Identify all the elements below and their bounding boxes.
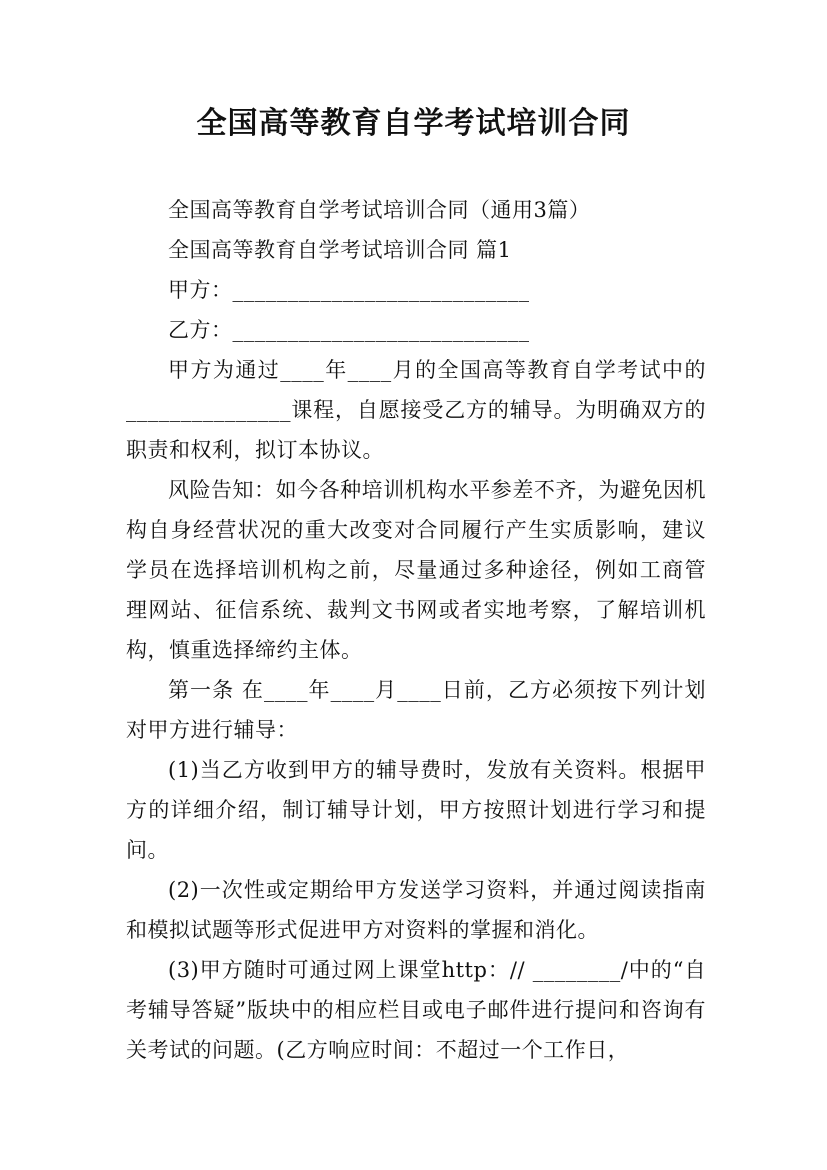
intro-paragraph: 甲方为通过____年____月的全国高等教育自学考试中的_______________课程，自愿接受乙方的辅导。为明确双方的职责和权利，拟订本协议。 [126,358,706,462]
clause-2-paragraph: (2)一次性或定期给甲方发送学习资料，并通过阅读指南和模拟试题等形式促进甲方对资料的掌握和消化。 [126,878,706,942]
clause-3-paragraph: (3)甲方随时可通过网上课堂http：// ________/中的“自考辅导答疑”版块中的相应栏目或电子邮件进行提问和咨询有关考试的问题。(乙方响应时间：不超过一个工作日， [126,958,706,1062]
article-one-paragraph: 第一条 在____年____月____日前，乙方必须按下列计划对甲方进行辅导： [126,678,706,742]
document-title: 全国高等教育自学考试培训合同 [196,106,631,141]
party-b-line: 乙方：___________________________ [168,318,530,342]
party-a-line: 甲方：___________________________ [168,278,530,302]
section-heading: 全国高等教育自学考试培训合同 篇1 [168,238,512,262]
subtitle-paragraph: 全国高等教育自学考试培训合同（通用3篇） [168,198,591,222]
clause-1-paragraph: (1)当乙方收到甲方的辅导费时，发放有关资料。根据甲方的详细介绍，制订辅导计划，甲方按照计划进行学习和提问。 [126,758,706,862]
document-body [126,190,706,1070]
risk-notice-paragraph: 风险告知：如今各种培训机构水平参差不齐，为避免因机构自身经营状况的重大改变对合同履行产生实质影响，建议学员在选择培训机构之前，尽量通过多种途径，例如工商管理网站、征信系统、裁判文书网或者实地考察，了解培训机构，慎重选择缔约主体。 [126,478,706,662]
